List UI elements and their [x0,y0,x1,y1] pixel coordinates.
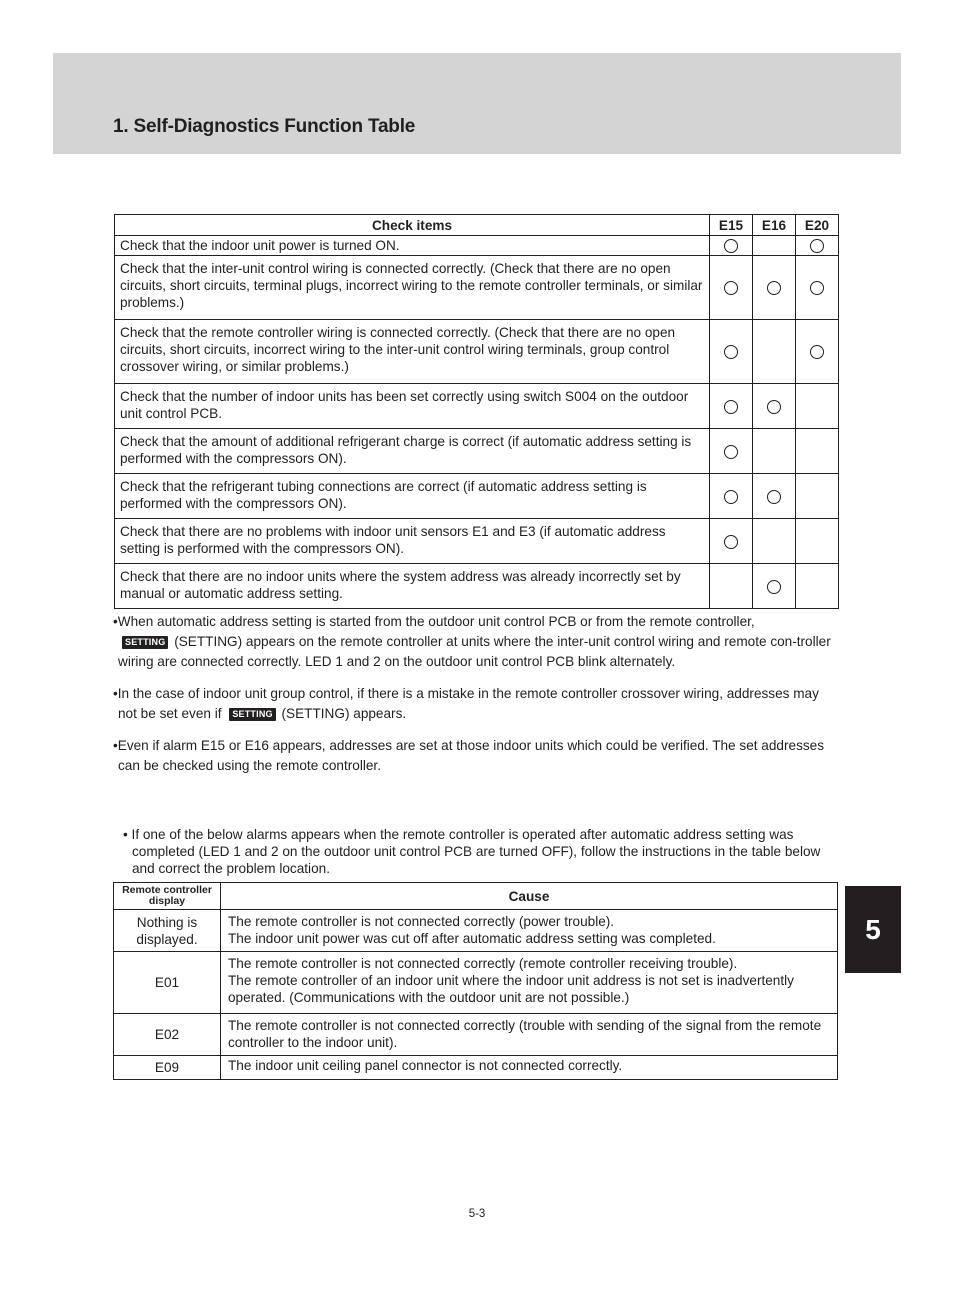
circle-mark-icon [810,281,824,295]
alarm-cause-line: The remote controller is not connected correctly (trouble with sending of the signal from the remote controller to the indoor unit). [228,1018,822,1050]
check-table-row [115,564,839,609]
e15-header: E15 [710,215,753,236]
check-item-text: Check that the refrigerant tubing connections are correct (if automatic address setting is performed with the compressors ON). [115,474,710,519]
check-mark-cell [710,256,753,320]
circle-mark-icon [724,535,738,549]
check-mark-cell [796,429,839,474]
alarm-display-code: E01 [114,952,221,1014]
note-1 [113,612,833,672]
check-item-text: Check that the indoor unit power is turned ON. [115,236,710,256]
check-table-row [115,474,839,519]
alarm-cause-line: The remote controller of an indoor unit where the indoor unit address is not set is inadvertently operated. (Communications with the outdoor unit are not possible.) [228,973,794,1005]
check-mark-cell [710,564,753,609]
note-2 [113,684,833,724]
alarm-cause-line: The remote controller is not connected correctly (remote controller receiving trouble). [228,956,738,971]
check-mark-cell [710,474,753,519]
check-mark-cell [796,474,839,519]
circle-mark-icon [767,281,781,295]
e16-header: E16 [753,215,796,236]
alarm-table-body [114,910,838,1080]
check-mark-cell [796,320,839,384]
check-mark-cell [753,236,796,256]
note-2-text-b: (SETTING) appears. [281,706,407,721]
check-mark-cell [753,474,796,519]
circle-mark-icon [724,281,738,295]
check-table-row [115,429,839,474]
note-1-text-b: (SETTING) appears on the remote controller at units where the inter-unit control wiring and remote con-troller wiring are connected correctly. LED 1 and 2 on the outdoor unit control PCB blink alternately. [118,634,831,669]
circle-mark-icon [767,400,781,414]
circle-mark-icon [767,580,781,594]
check-item-text: Check that the number of indoor units has been set correctly using switch S004 on the outdoor unit control PCB. [115,384,710,429]
check-mark-cell [796,384,839,429]
circle-mark-icon [810,345,824,359]
page-title: 1. Self-Diagnostics Function Table [113,116,416,137]
check-mark-cell [753,519,796,564]
check-item-text: Check that the amount of additional refrigerant charge is correct (if automatic address setting is performed with the compressors ON). [115,429,710,474]
note-2-text-a: •In the case of indoor unit group control, if there is a mistake in the remote controller crossover wiring, addresses may not be set even if [113,686,819,721]
alarm-cause [221,1056,838,1080]
section-tab: 5 [845,886,901,973]
check-items-table [114,214,839,609]
circle-mark-icon [724,239,738,253]
display-header: Remote controller display [114,883,221,910]
check-mark-cell [796,564,839,609]
check-table-row [115,320,839,384]
circle-mark-icon [767,490,781,504]
check-item-text: Check that there are no problems with indoor unit sensors E1 and E3 (if automatic address setting is performed with the compressors ON). [115,519,710,564]
check-item-text: Check that the inter-unit control wiring is connected correctly. (Check that there are no open circuits, short circuits, terminal plugs, incorrect wiring to the remote controller terminals, or similar problems.) [115,256,710,320]
check-item-text: Check that there are no indoor units where the system address was already incorrectly set by manual or automatic address setting. [115,564,710,609]
alarm-display-code: Nothing is displayed. [114,910,221,952]
check-mark-cell [710,236,753,256]
check-mark-cell [753,429,796,474]
page-number: 5-3 [468,1208,486,1220]
check-table-row [115,519,839,564]
alarm-cause [221,1014,838,1056]
check-mark-cell [753,384,796,429]
check-mark-cell [753,256,796,320]
e20-header: E20 [796,215,839,236]
alarm-display-code: E09 [114,1056,221,1080]
alarm-table-row [114,1014,838,1056]
check-mark-cell [796,519,839,564]
check-table-row [115,384,839,429]
alarm-cause [221,952,838,1014]
setting-display-icon: SETTING [229,708,275,721]
check-table-row [115,256,839,320]
alarm-display-code: E02 [114,1014,221,1056]
circle-mark-icon [724,400,738,414]
check-mark-cell [753,320,796,384]
circle-mark-icon [810,239,824,253]
circle-mark-icon [724,345,738,359]
alarm-table-row [114,1056,838,1080]
note-3: •Even if alarm E15 or E16 appears, addresses are set at those indoor units which could be verified. The set addresses can be checked using the remote controller. [113,738,825,773]
check-table-header-row [115,215,839,236]
check-table-body [115,236,839,609]
alarm-intro-text: • If one of the below alarms appears when the remote controller is operated after automatic address setting was completed (LED 1 and 2 on the outdoor unit control PCB are turned OFF), follow the instructions in the table below and correct the problem location. [123,827,821,876]
check-mark-cell [796,236,839,256]
check-table-row [115,236,839,256]
check-mark-cell [753,564,796,609]
alarm-cause-line: The remote controller is not connected correctly (power trouble). [228,914,615,929]
alarm-table-row [114,910,838,952]
header-band [53,53,901,154]
alarm-table-row [114,952,838,1014]
alarm-cause-line: The indoor unit power was cut off after automatic address setting was completed. [228,931,716,946]
check-items-header: Check items [115,215,710,236]
setting-display-icon: SETTING [122,636,168,649]
alarm-table [113,882,838,1080]
alarm-table-header-row [114,883,838,910]
check-mark-cell [710,429,753,474]
alarm-cause [221,910,838,952]
check-mark-cell [710,519,753,564]
circle-mark-icon [724,445,738,459]
check-item-text: Check that the remote controller wiring is connected correctly. (Check that there are no open circuits, short circuits, incorrect wiring to the inter-unit control wiring terminals, group control crossover wiring, or similar problems.) [115,320,710,384]
notes-section [113,612,833,788]
note-1-text-a: •When automatic address setting is started from the outdoor unit control PCB or from the remote controller, [113,614,755,629]
circle-mark-icon [724,490,738,504]
check-mark-cell [710,320,753,384]
alarm-cause-line: The indoor unit ceiling panel connector is not connected correctly. [228,1058,623,1073]
alarm-intro [123,826,833,877]
check-mark-cell [710,384,753,429]
cause-header: Cause [221,883,838,910]
check-mark-cell [796,256,839,320]
